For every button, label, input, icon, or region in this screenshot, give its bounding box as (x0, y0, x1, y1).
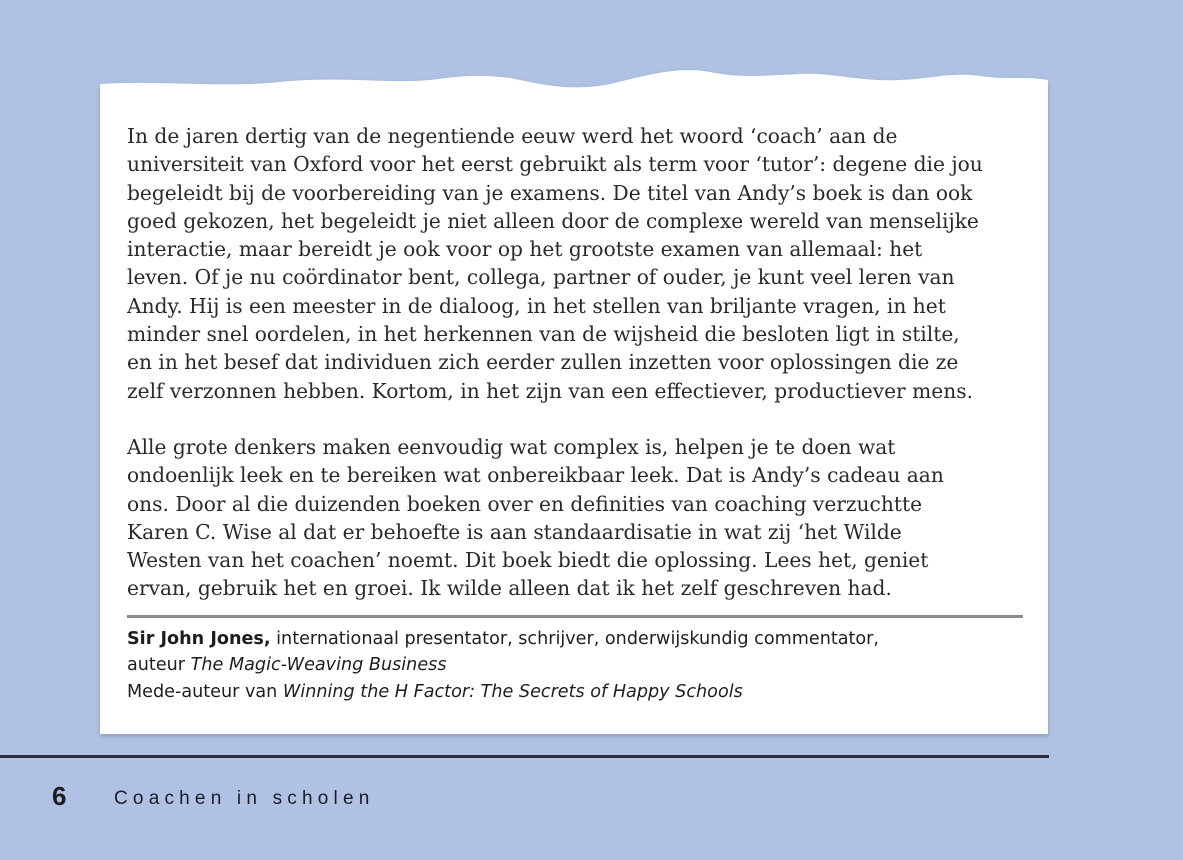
text-line: Karen C. Wise al dat er behoefte is aan standaardisatie in wat zij ‘het Wilde (127, 519, 902, 544)
text-line: In de jaren dertig van de negentiende eeuw werd het woord ‘coach’ aan de (127, 124, 898, 148)
quote-content (127, 122, 1025, 705)
quote-card (100, 62, 1048, 734)
text-line: goed gekozen, het begeleidt je niet alleen door de complexe wereld van menselijke (127, 208, 979, 233)
text-line: ondoenlijk leek en te bereiken wat onbereikbaar leek. Dat is Andy’s cadeau aan (127, 463, 944, 488)
text-line: zelf verzonnen hebben. Kortom, in het zijn van een effectiever, productiever mens. (127, 378, 973, 403)
text-line: interactie, maar bereidt je ook voor op het grootste examen van allemaal: het (127, 237, 923, 262)
author-roles: internationaal presentator, schrijver, onderwijskundig commentator, (270, 628, 880, 649)
text-line: en in het besef dat individuen zich eerder zullen inzetten voor oplossingen die ze (127, 350, 959, 375)
author-name: Sir John Jones, (127, 628, 271, 649)
running-title: Coachen in scholen (114, 788, 375, 809)
attribution-line-1 (127, 626, 1025, 653)
attribution-prefix: Mede-auteur van (127, 681, 283, 702)
attribution (127, 626, 1025, 706)
page-number: 6 (52, 781, 67, 811)
attribution-prefix: auteur (127, 655, 191, 676)
text-line: Alle grote denkers maken eenvoudig wat complex is, helpen je te doen wat (127, 434, 896, 459)
attribution-line-2 (127, 652, 1025, 679)
quote-paragraph-2 (127, 433, 1025, 603)
text-line: Westen van het coachen’ noemt. Dit boek biedt die oplossing. Lees het, geniet (127, 548, 929, 573)
text-line: minder snel oordelen, in het herkennen van de wijsheid die besloten ligt in stilte, (127, 322, 960, 347)
text-line: ons. Door al die duizenden boeken over en definities van coaching verzuchtte (127, 491, 923, 516)
footer-divider (0, 755, 1049, 758)
text-line: ervan, gebruik het en groei. Ik wilde alleen dat ik het zelf geschreven had. (127, 576, 892, 601)
text-line: universiteit van Oxford voor het eerst gebruikt als term voor ‘tutor’: degene die jou (127, 152, 983, 177)
attribution-line-3 (127, 679, 1025, 706)
text-line: leven. Of je nu coördinator bent, collega, partner of ouder, je kunt veel leren van (127, 265, 955, 290)
divider (127, 615, 1023, 618)
book-title: Winning the H Factor: The Secrets of Happy Schools (282, 681, 743, 702)
quote-paragraph-1 (127, 122, 1025, 405)
text-line: begeleidt bij de voorbereiding van je examens. De titel van Andy’s boek is dan ook (127, 180, 973, 205)
book-title: The Magic-Weaving Business (190, 655, 447, 676)
text-line: Andy. Hij is een meester in de dialoog, in het stellen van briljante vragen, in het (127, 293, 946, 318)
